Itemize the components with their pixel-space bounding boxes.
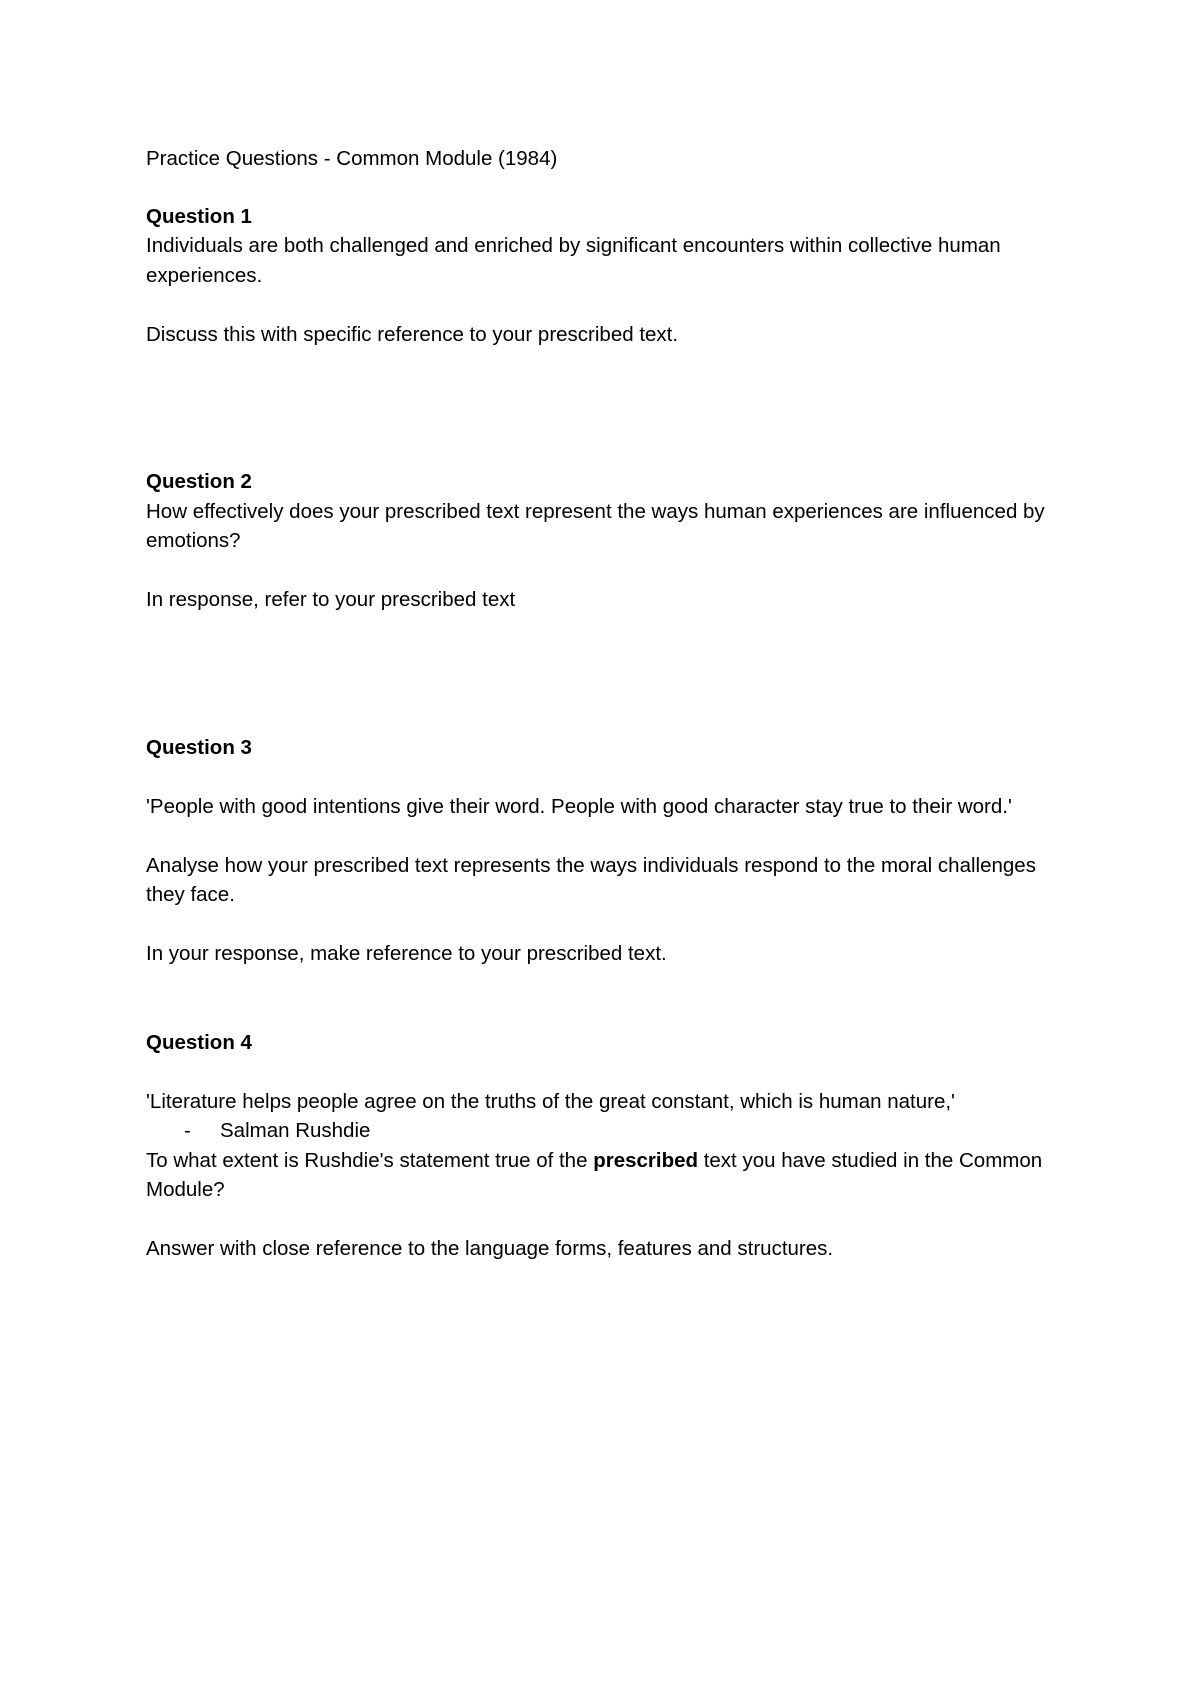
attribution-dash: - — [184, 1119, 191, 1142]
question-2 — [146, 467, 1056, 615]
spacer — [146, 1205, 1056, 1235]
spacer — [146, 556, 1056, 586]
question-heading: Question 2 — [146, 470, 252, 493]
question-4 — [146, 1028, 1056, 1264]
spacer — [146, 910, 1056, 940]
question-instruction: In your response, make reference to your prescribed text. — [146, 942, 667, 965]
question-instruction: In response, refer to your prescribed text — [146, 588, 516, 611]
question-prompt: Individuals are both challenged and enriched by significant encounters within collective human experiences. — [146, 234, 1001, 287]
attribution-name: Salman Rushdie — [220, 1119, 371, 1142]
document-page — [146, 144, 1056, 1264]
spacer — [146, 290, 1056, 320]
spacer — [146, 1057, 1056, 1087]
spacer — [146, 762, 1056, 792]
question-1 — [146, 202, 1056, 350]
prompt-emphasis: prescribed — [593, 1148, 699, 1172]
prompt-text-before: To what extent is Rushdie's statement true of the — [146, 1148, 594, 1172]
question-3 — [146, 733, 1056, 969]
question-prompt: Analyse how your prescribed text represents the ways individuals respond to the moral challenges they face. — [146, 853, 1036, 906]
question-prompt — [146, 1146, 1056, 1205]
spacer — [146, 821, 1056, 851]
document-title: Practice Questions - Common Module (1984) — [146, 147, 558, 170]
question-instruction: Answer with close reference to the language forms, features and structures. — [146, 1237, 834, 1260]
question-quote: 'People with good intentions give their word. People with good character stay true to their word.' — [146, 794, 1012, 818]
question-quote: 'Literature helps people agree on the truths of the great constant, which is human nature,' — [146, 1089, 955, 1113]
prompt-text-after: text you have studied in the Common Module? — [146, 1148, 1043, 1201]
quote-attribution — [146, 1116, 1056, 1146]
question-prompt: How effectively does your prescribed text represent the ways human experiences are influenced by emotions? — [146, 499, 1045, 552]
question-heading: Question 1 — [146, 204, 252, 228]
question-heading: Question 4 — [146, 1030, 252, 1054]
question-heading: Question 3 — [146, 735, 252, 759]
question-instruction: Discuss this with specific reference to your prescribed text. — [146, 322, 679, 346]
